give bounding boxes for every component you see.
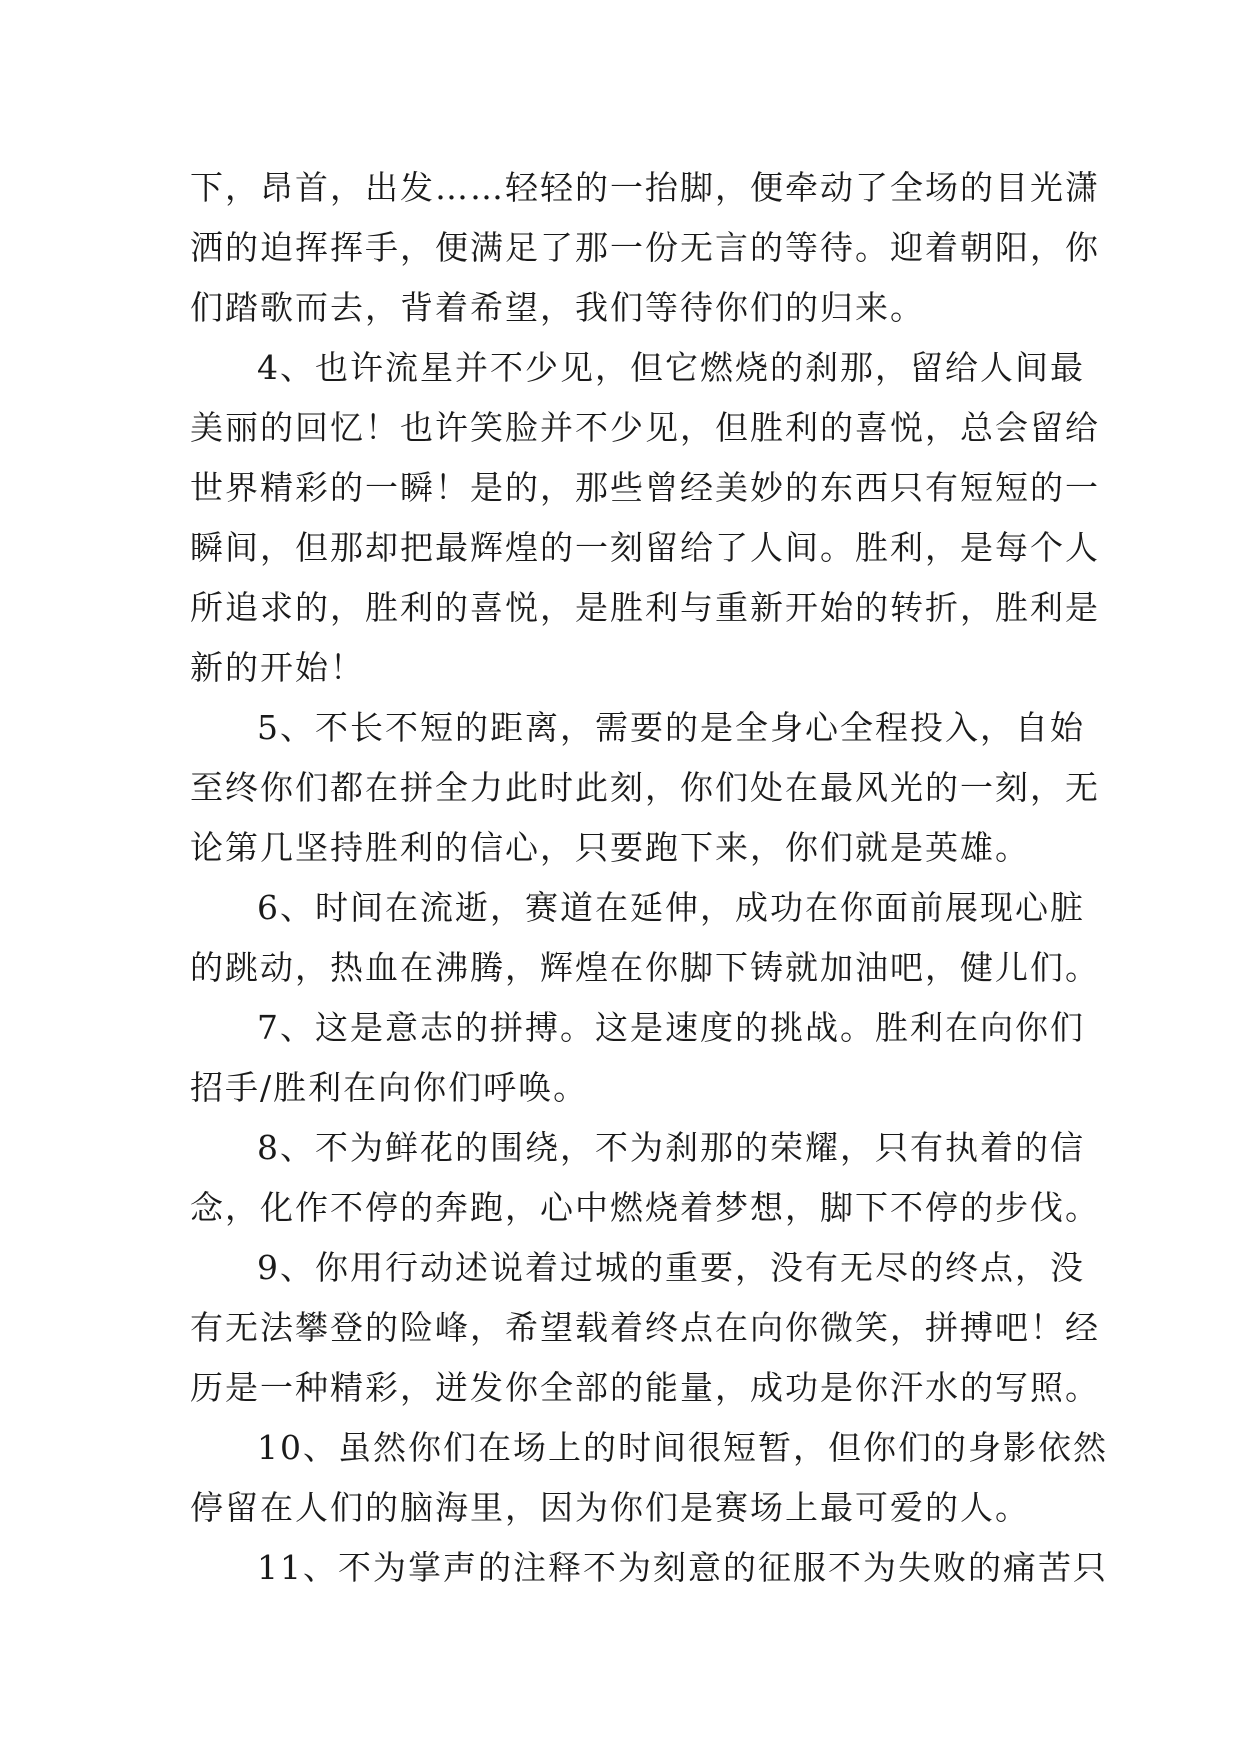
text-line: 5、不长不短的距离，需要的是全身心全程投入，自始 [257, 708, 1085, 747]
text-line: 4、也许流星并不少见，但它燃烧的刹那，留给人间最 [257, 348, 1085, 387]
text-line: 至终你们都在拼全力此时此刻，你们处在最风光的一刻，无 [190, 768, 1100, 807]
text-line: 9、你用行动述说着过城的重要，没有无尽的终点，没 [257, 1248, 1085, 1287]
text-line: 的跳动，热血在沸腾，辉煌在你脚下铸就加油吧，健儿们。 [190, 948, 1100, 987]
text-line: 论第几坚持胜利的信心，只要跑下来，你们就是英雄。 [190, 828, 1030, 867]
text-line: 6、时间在流逝，赛道在延伸，成功在你面前展现心脏 [257, 888, 1085, 927]
text-line: 有无法攀登的险峰，希望载着终点在向你微笑，拼搏吧！经 [190, 1308, 1100, 1347]
text-line: 8、不为鲜花的围绕，不为刹那的荣耀，只有执着的信 [257, 1128, 1085, 1167]
text-line: 10、虽然你们在场上的时间很短暂，但你们的身影依然 [257, 1428, 1108, 1467]
text-line: 念，化作不停的奔跑，心中燃烧着梦想，脚下不停的步伐。 [190, 1188, 1100, 1227]
text-line: 瞬间，但那却把最辉煌的一刻留给了人间。胜利，是每个人 [190, 528, 1100, 567]
text-line: 洒的迫挥挥手，便满足了那一份无言的等待。迎着朝阳，你 [190, 228, 1100, 267]
text-line: 11、不为掌声的注释不为刻意的征服不为失败的痛苦只 [257, 1548, 1108, 1587]
text-line: 历是一种精彩，迸发你全部的能量，成功是你汗水的写照。 [190, 1368, 1100, 1407]
text-line: 世界精彩的一瞬！是的，那些曾经美妙的东西只有短短的一 [190, 468, 1100, 507]
text-line: 美丽的回忆！也许笑脸并不少见，但胜利的喜悦，总会留给 [190, 408, 1100, 447]
text-line: 停留在人们的脑海里，因为你们是赛场上最可爱的人。 [190, 1488, 1030, 1527]
document-body [190, 158, 1108, 1598]
text-line: 新的开始！ [190, 648, 365, 687]
text-line: 们踏歌而去，背着希望，我们等待你们的归来。 [190, 288, 925, 327]
text-line: 招手/胜利在向你们呼唤。 [190, 1068, 589, 1107]
text-line: 7、这是意志的拼搏。这是速度的挑战。胜利在向你们 [257, 1008, 1085, 1047]
text-line: 下，昂首，出发……轻轻的一抬脚，便牵动了全场的目光潇 [190, 168, 1100, 207]
text-line: 所追求的，胜利的喜悦，是胜利与重新开始的转折，胜利是 [190, 588, 1100, 627]
